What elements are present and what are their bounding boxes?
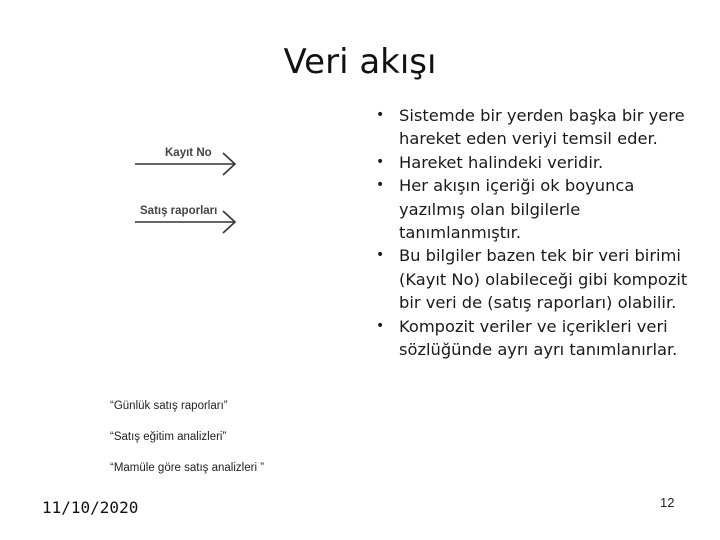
bullet-text: Bu bilgiler bazen tek bir veri birimi (Kayıt No) olabileceği gibi kompozit bir veri de (satış raporları) olabilir. bbox=[399, 246, 688, 313]
slide-title: Veri akışı bbox=[283, 42, 437, 82]
data-flow-satis-raporlari bbox=[135, 203, 245, 243]
bullet-item bbox=[372, 104, 692, 151]
bullet-text: Kompozit veriler ve içerikleri veri sözlüğünde ayrı ayrı tanımlanırlar. bbox=[399, 316, 678, 360]
bullet-dot-icon: • bbox=[376, 247, 385, 264]
bullet-item bbox=[372, 315, 692, 362]
bullet-item bbox=[372, 174, 692, 244]
bullet-item bbox=[372, 151, 692, 174]
flow-label-satis-raporlari: Satış raporları bbox=[140, 205, 218, 217]
bullet-text: Sistemde bir yerden başka bir yere hareket eden veriyi temsil eder. bbox=[399, 106, 685, 149]
flow-arrow-icon bbox=[135, 203, 245, 243]
page-number: 12 bbox=[660, 495, 675, 510]
composite-flow-examples bbox=[110, 400, 264, 493]
bullet-dot-icon: • bbox=[376, 177, 385, 194]
data-flow-kayit-no bbox=[135, 145, 245, 185]
example-item: “Mamüle göre satış analizleri ” bbox=[110, 462, 265, 474]
slide-date: 11/10/2020 bbox=[42, 498, 139, 517]
example-item: “Günlük satış raporları” bbox=[110, 400, 228, 412]
bullet-item bbox=[372, 244, 692, 314]
bullet-dot-icon: • bbox=[376, 153, 385, 170]
bullet-list bbox=[372, 104, 692, 361]
flow-label-kayit-no: Kayıt No bbox=[165, 147, 212, 159]
bullet-dot-icon: • bbox=[376, 317, 385, 334]
example-item: “Satış eğitim analizleri” bbox=[110, 431, 227, 443]
flow-arrow-icon bbox=[135, 145, 245, 185]
bullet-text: Her akışın içeriği ok boyunca yazılmış olan bilgilerle tanımlanmıştır. bbox=[399, 176, 635, 243]
bullet-dot-icon: • bbox=[376, 107, 385, 123]
bullet-text: Hareket halindeki veridir. bbox=[399, 152, 604, 172]
